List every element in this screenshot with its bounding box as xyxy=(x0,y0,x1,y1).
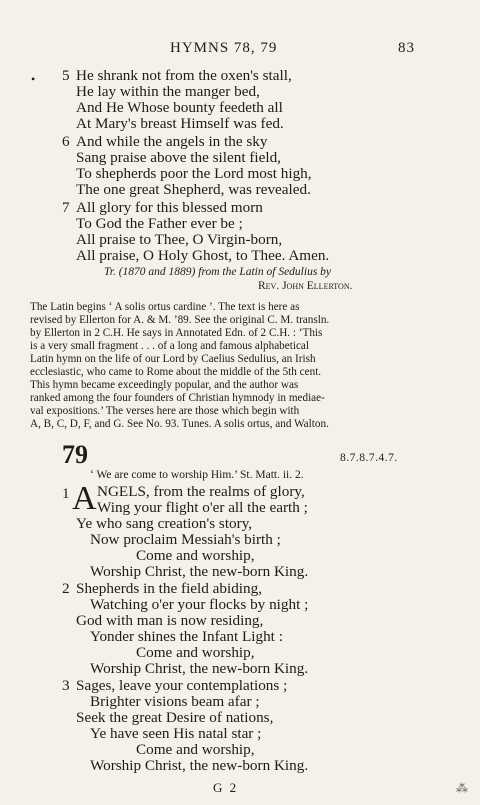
verse-line: Worship Christ, the new-born King. xyxy=(90,563,309,580)
verse-line: Come and worship, xyxy=(136,644,255,661)
verse-line: Worship Christ, the new-born King. xyxy=(90,660,309,677)
verse-number: 3 xyxy=(62,677,70,694)
hymn-meter: 8.7.8.7.4.7. xyxy=(340,452,398,464)
ink-mark: ⁂ xyxy=(456,781,468,795)
verse-line: He lay within the manger bed, xyxy=(76,83,260,100)
verse-line: Brighter visions beam afar ; xyxy=(90,693,260,710)
verse-line: NGELS, from the realms of glory, xyxy=(97,483,305,500)
verse-line: Worship Christ, the new-born King. xyxy=(90,757,309,774)
verse-line: And He Whose bounty feedeth all xyxy=(76,99,283,116)
verse-line: All praise, O Holy Ghost, to Thee. Amen. xyxy=(76,247,330,264)
verse-line: All glory for this blessed morn xyxy=(76,199,263,216)
verse-number: 1 xyxy=(62,485,70,502)
verse-line: Sang praise above the silent field, xyxy=(76,149,281,166)
verse-line: Sages, leave your contemplations ; xyxy=(76,677,288,694)
verse-number: 2 xyxy=(62,580,70,597)
scripture-epigraph: ‘ We are come to worship Him.’ St. Matt. ii. 2. xyxy=(90,469,304,481)
margin-bullet: • xyxy=(31,72,36,86)
page-number: 83 xyxy=(398,40,415,56)
note-line: The Latin begins ‘ A solis ortus cardine ’. The text is here as xyxy=(30,301,300,313)
verse-line: God with man is now residing, xyxy=(76,612,264,629)
note-line: revised by Ellerton for A. & M. ’89. See the original C. M. transln. xyxy=(30,314,330,326)
drop-cap: A xyxy=(72,480,97,517)
verse-number: 7 xyxy=(62,199,70,216)
verse-number: 5 xyxy=(62,67,70,84)
verse-line: Ye who sang creation's story, xyxy=(76,515,253,532)
verse-line: He shrank not from the oxen's stall, xyxy=(76,67,292,84)
verse-line: All praise to Thee, O Virgin-born, xyxy=(76,231,283,248)
note-line: ecclesiastic, who came to Rome about the middle of the 5th cent. xyxy=(30,366,322,378)
verse-line: To God the Father ever be ; xyxy=(76,215,243,232)
verse-line: At Mary's breast Himself was fed. xyxy=(76,115,284,132)
verse-line: Now proclaim Messiah's birth ; xyxy=(90,531,281,548)
note-line: ranked among the four founders of Christian hymnody in mediae- xyxy=(30,392,325,404)
running-title: HYMNS 78, 79 xyxy=(170,40,278,56)
note-line: is a very small fragment . . . of a long and famous alphabetical xyxy=(30,340,309,352)
verse-line: Ye have seen His natal star ; xyxy=(90,725,262,742)
printer-signature: G 2 xyxy=(213,780,239,795)
verse-line: And while the angels in the sky xyxy=(76,133,268,150)
note-line: This hymn became exceedingly popular, and the author was xyxy=(30,379,299,391)
translation-credit: Tr. (1870 and 1889) from the Latin of Sedulius by xyxy=(104,266,332,278)
verse-line: Wing your flight o'er all the earth ; xyxy=(97,499,308,516)
note-line: A, B, C, D, F, and G. See No. 93. Tunes. A solis ortus, and Walton. xyxy=(30,418,329,430)
verse-line: Yonder shines the Infant Light : xyxy=(90,628,283,645)
note-line: val expositions.’ The verses here are those which begin with xyxy=(30,405,300,417)
verse-line: The one great Shepherd, was revealed. xyxy=(76,181,311,198)
verse-line: To shepherds poor the Lord most high, xyxy=(76,165,312,182)
verse-line: Shepherds in the field abiding, xyxy=(76,580,263,597)
verse-line: Come and worship, xyxy=(136,547,255,564)
hymn-number: 79 xyxy=(62,440,88,469)
verse-number: 6 xyxy=(62,133,70,150)
editorial-note xyxy=(30,301,462,431)
verse-line: Seek the great Desire of nations, xyxy=(76,709,274,726)
verse-line: Come and worship, xyxy=(136,741,255,758)
note-line: Latin hymn on the life of our Lord by Caelius Sedulius, an Irish xyxy=(30,353,316,365)
verse-line: Watching o'er your flocks by night ; xyxy=(90,596,309,613)
translator-name: Rev. John Ellerton. xyxy=(258,280,353,292)
note-line: by Ellerton in 2 C.H. He says in Annotated Edn. of 2 C.H. : ‘This xyxy=(30,327,323,339)
